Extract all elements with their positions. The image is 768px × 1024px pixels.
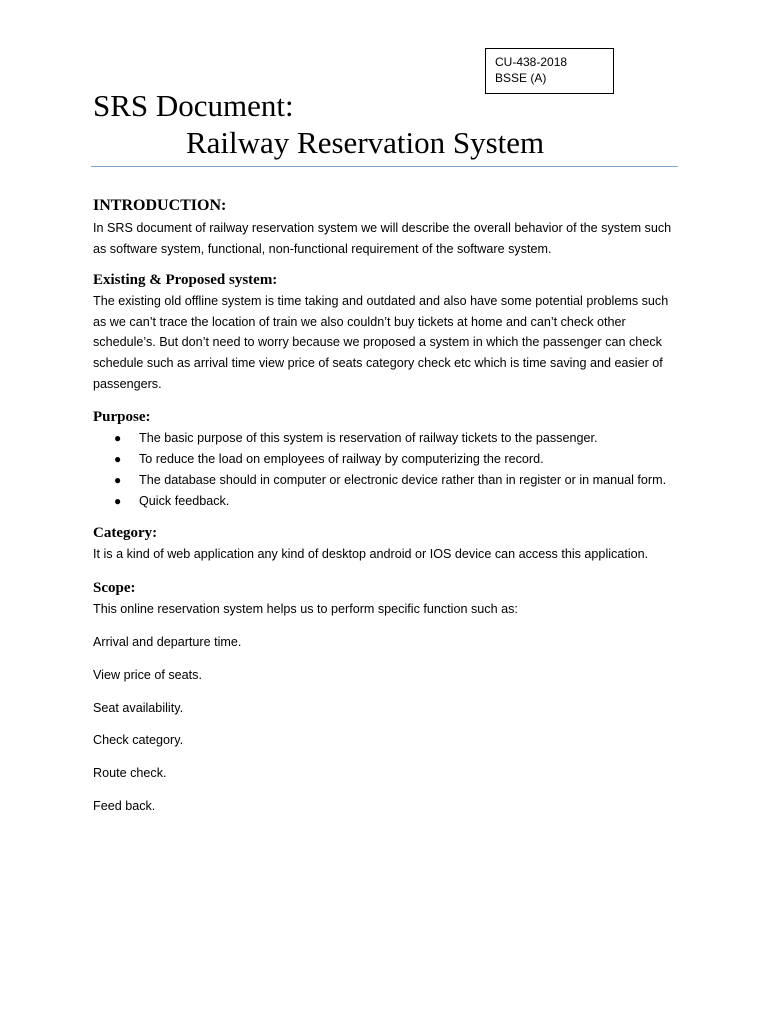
class-section: BSSE (A) — [495, 71, 547, 85]
bullet-icon: ● — [114, 493, 122, 508]
document-title: SRS Document: — [93, 88, 294, 123]
purpose-item-text: To reduce the load on employees of railway by computerizing the record. — [139, 451, 544, 466]
student-id-box — [485, 48, 614, 94]
list-item — [93, 449, 683, 470]
scope-item: Arrival and departure time. — [93, 634, 242, 649]
bullet-icon: ● — [114, 431, 122, 446]
scope-item: Check category. — [93, 732, 184, 747]
title-divider — [91, 166, 678, 167]
introduction-heading: INTRODUCTION: — [93, 197, 227, 214]
document-subtitle: Railway Reservation System — [186, 125, 545, 160]
list-item — [93, 470, 683, 491]
scope-item: Feed back. — [93, 798, 156, 813]
purpose-item-text: The basic purpose of this system is reservation of railway tickets to the passenger. — [139, 431, 598, 446]
list-item — [93, 428, 683, 449]
bullet-icon: ● — [114, 472, 122, 487]
roll-number: CU-438-2018 — [495, 55, 568, 69]
scope-heading: Scope: — [93, 579, 136, 596]
scope-item: View price of seats. — [93, 667, 202, 682]
purpose-heading: Purpose: — [93, 409, 151, 426]
existing-system-text: The existing old offline system is time taking and outdated and also have some potential problems such as we can’t trace the location of train we also couldn’t buy tickets at home and can’t check other schedule’s. But don’t need to worry because we proposed a system in which the passenger can check schedule such as arrival time view price of seats category check etc which is time saving and easier of passengers. — [93, 294, 669, 391]
category-text: It is a kind of web application any kind of desktop android or IOS device can access this application. — [93, 547, 649, 562]
introduction-text: In SRS document of railway reservation system we will describe the overall behavior of the system such as software system, functional, non-functional requirement of the software system. — [93, 221, 672, 256]
existing-system-heading: Existing & Proposed system: — [93, 272, 278, 289]
document-body — [93, 196, 683, 816]
scope-intro: This online reservation system helps us to perform specific function such as: — [93, 601, 518, 616]
scope-item: Seat availability. — [93, 700, 184, 715]
bullet-icon: ● — [114, 451, 122, 466]
purpose-item-text: Quick feedback. — [139, 493, 230, 508]
purpose-list — [93, 428, 683, 511]
scope-item: Route check. — [93, 765, 167, 780]
purpose-item-text: The database should in computer or electronic device rather than in register or in manual form. — [139, 472, 667, 487]
list-item — [93, 491, 683, 512]
category-heading: Category: — [93, 525, 158, 542]
